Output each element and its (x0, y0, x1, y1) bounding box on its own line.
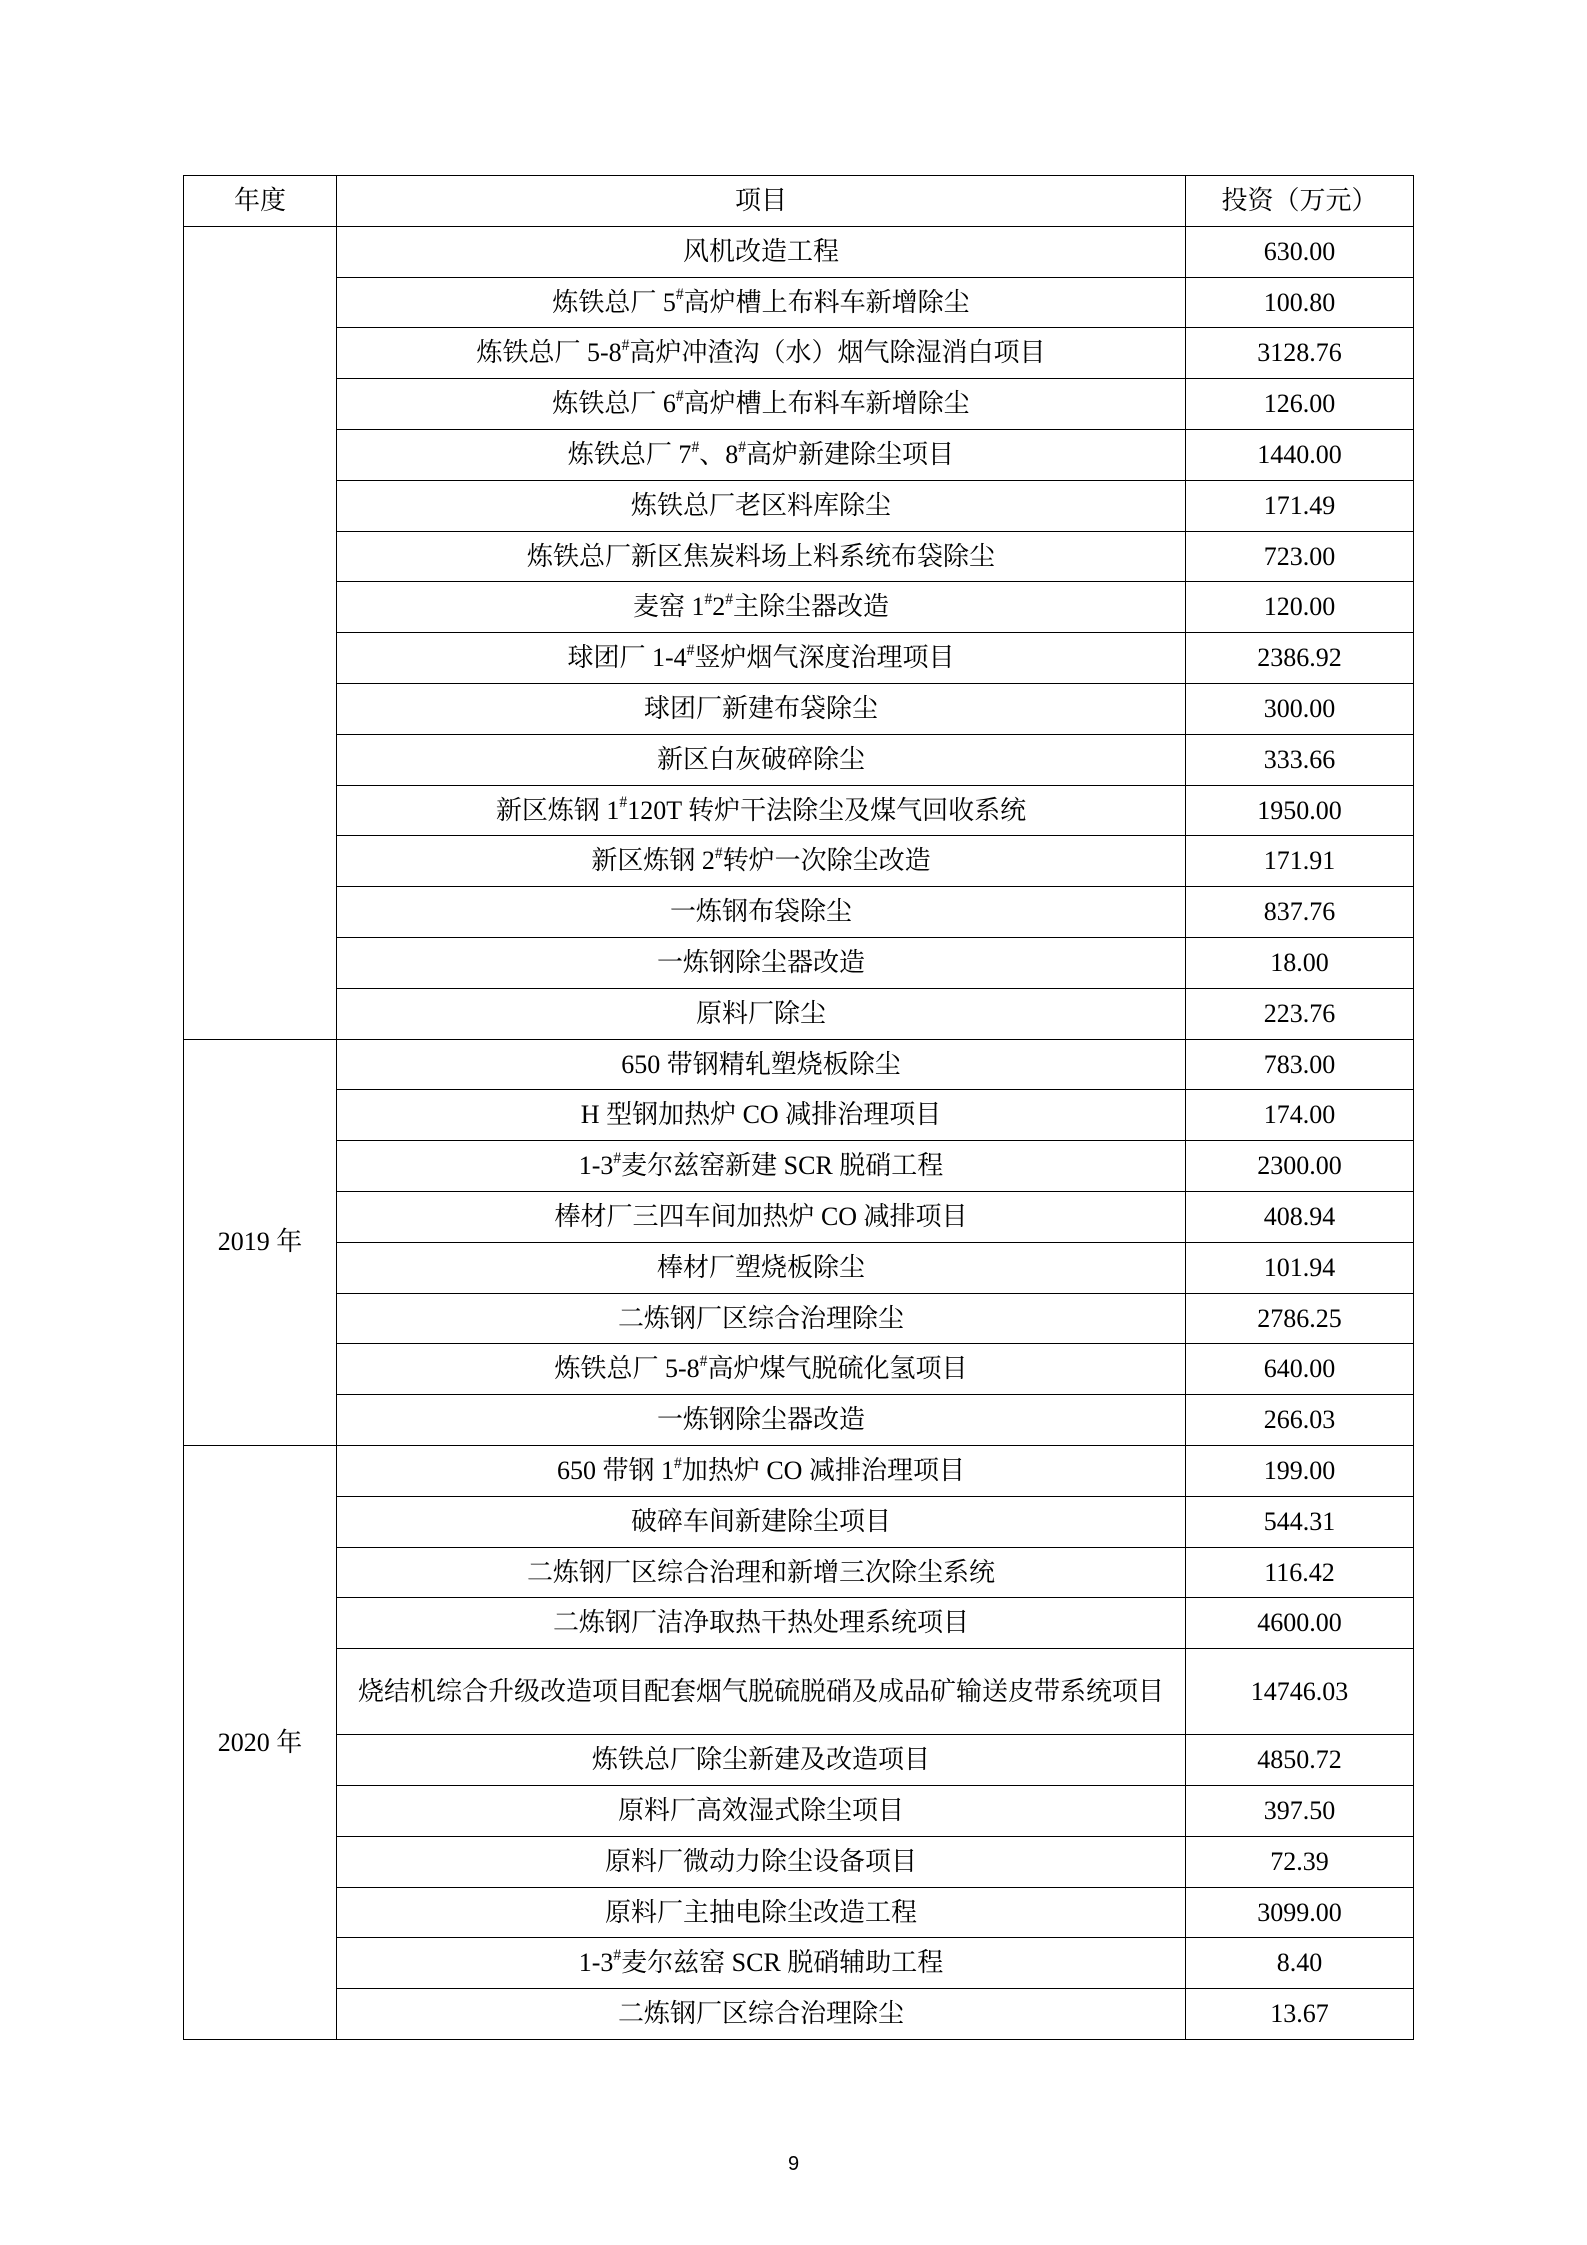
project-cell: 二炼钢厂区综合治理和新增三次除尘系统 (337, 1547, 1186, 1598)
investment-cell: 101.94 (1186, 1242, 1414, 1293)
table-row (184, 379, 1414, 430)
investment-cell: 171.91 (1186, 836, 1414, 887)
investment-cell: 2300.00 (1186, 1141, 1414, 1192)
investment-cell: 223.76 (1186, 988, 1414, 1039)
investment-cell: 174.00 (1186, 1090, 1414, 1141)
investment-cell: 2386.92 (1186, 633, 1414, 684)
table-row (184, 988, 1414, 1039)
table-row (184, 531, 1414, 582)
table-row (184, 480, 1414, 531)
project-cell: 棒材厂三四车间加热炉 CO 减排项目 (337, 1191, 1186, 1242)
table-row (184, 836, 1414, 887)
year-cell: 2020 年 (184, 1445, 337, 2039)
project-cell: 650 带钢 1#加热炉 CO 减排治理项目 (337, 1445, 1186, 1496)
project-cell: 烧结机综合升级改造项目配套烟气脱硫脱硝及成品矿输送皮带系统项目 (337, 1649, 1186, 1735)
project-cell: 新区炼钢 2#转炉一次除尘改造 (337, 836, 1186, 887)
table-row (184, 1141, 1414, 1192)
project-cell: 原料厂高效湿式除尘项目 (337, 1785, 1186, 1836)
table-row (184, 937, 1414, 988)
investment-cell: 3099.00 (1186, 1887, 1414, 1938)
project-cell: 新区白灰破碎除尘 (337, 734, 1186, 785)
investment-table (183, 175, 1414, 2040)
table-row (184, 1938, 1414, 1989)
project-cell: 1-3#麦尔兹窑 SCR 脱硝辅助工程 (337, 1938, 1186, 1989)
investment-cell: 14746.03 (1186, 1649, 1414, 1735)
table-row (184, 1445, 1414, 1496)
table-row (184, 226, 1414, 277)
table-row (184, 1785, 1414, 1836)
table-row (184, 1293, 1414, 1344)
investment-cell: 408.94 (1186, 1191, 1414, 1242)
investment-cell: 13.67 (1186, 1989, 1414, 2040)
project-cell: 新区炼钢 1#120T 转炉干法除尘及煤气回收系统 (337, 785, 1186, 836)
table-row (184, 633, 1414, 684)
project-cell: 炼铁总厂 5-8#高炉冲渣沟（水）烟气除湿消白项目 (337, 328, 1186, 379)
table-row (184, 1191, 1414, 1242)
investment-cell: 72.39 (1186, 1836, 1414, 1887)
project-cell: 一炼钢布袋除尘 (337, 887, 1186, 938)
project-cell: H 型钢加热炉 CO 减排治理项目 (337, 1090, 1186, 1141)
project-cell: 二炼钢厂洁净取热干热处理系统项目 (337, 1598, 1186, 1649)
table-row (184, 1836, 1414, 1887)
table-row (184, 1989, 1414, 2040)
project-cell: 球团厂新建布袋除尘 (337, 683, 1186, 734)
investment-cell: 397.50 (1186, 1785, 1414, 1836)
project-cell: 一炼钢除尘器改造 (337, 937, 1186, 988)
investment-cell: 4850.72 (1186, 1735, 1414, 1786)
investment-cell: 3128.76 (1186, 328, 1414, 379)
project-cell: 二炼钢厂区综合治理除尘 (337, 1293, 1186, 1344)
table-row (184, 887, 1414, 938)
project-cell: 1-3#麦尔兹窑新建 SCR 脱硝工程 (337, 1141, 1186, 1192)
table-row (184, 1735, 1414, 1786)
investment-cell: 544.31 (1186, 1496, 1414, 1547)
header-project: 项目 (337, 176, 1186, 227)
investment-cell: 266.03 (1186, 1395, 1414, 1446)
header-year: 年度 (184, 176, 337, 227)
investment-cell: 120.00 (1186, 582, 1414, 633)
year-cell (184, 226, 337, 1039)
table-body (184, 226, 1414, 2039)
project-cell: 风机改造工程 (337, 226, 1186, 277)
table-row (184, 1598, 1414, 1649)
project-cell: 炼铁总厂 7#、8#高炉新建除尘项目 (337, 429, 1186, 480)
table-row (184, 1242, 1414, 1293)
table-header-row (184, 176, 1414, 227)
table-row (184, 1395, 1414, 1446)
project-cell: 炼铁总厂老区料库除尘 (337, 480, 1186, 531)
project-cell: 原料厂微动力除尘设备项目 (337, 1836, 1186, 1887)
project-cell: 原料厂主抽电除尘改造工程 (337, 1887, 1186, 1938)
project-cell: 炼铁总厂 6#高炉槽上布料车新增除尘 (337, 379, 1186, 430)
project-cell: 棒材厂塑烧板除尘 (337, 1242, 1186, 1293)
investment-cell: 116.42 (1186, 1547, 1414, 1598)
table-row (184, 785, 1414, 836)
table-row (184, 1547, 1414, 1598)
table-row (184, 1090, 1414, 1141)
investment-cell: 1950.00 (1186, 785, 1414, 836)
investment-cell: 783.00 (1186, 1039, 1414, 1090)
project-cell: 二炼钢厂区综合治理除尘 (337, 1989, 1186, 2040)
investment-cell: 300.00 (1186, 683, 1414, 734)
table-row (184, 683, 1414, 734)
investment-cell: 171.49 (1186, 480, 1414, 531)
investment-cell: 333.66 (1186, 734, 1414, 785)
project-cell: 炼铁总厂 5-8#高炉煤气脱硫化氢项目 (337, 1344, 1186, 1395)
year-cell: 2019 年 (184, 1039, 337, 1445)
table-row (184, 1649, 1414, 1735)
investment-cell: 640.00 (1186, 1344, 1414, 1395)
project-cell: 原料厂除尘 (337, 988, 1186, 1039)
table-row (184, 429, 1414, 480)
project-cell: 麦窑 1#2#主除尘器改造 (337, 582, 1186, 633)
project-cell: 炼铁总厂新区焦炭料场上料系统布袋除尘 (337, 531, 1186, 582)
project-cell: 炼铁总厂除尘新建及改造项目 (337, 1735, 1186, 1786)
investment-cell: 199.00 (1186, 1445, 1414, 1496)
investment-cell: 723.00 (1186, 531, 1414, 582)
table-row (184, 582, 1414, 633)
project-cell: 一炼钢除尘器改造 (337, 1395, 1186, 1446)
investment-cell: 1440.00 (1186, 429, 1414, 480)
table-row (184, 328, 1414, 379)
investment-cell: 18.00 (1186, 937, 1414, 988)
investment-cell: 2786.25 (1186, 1293, 1414, 1344)
header-investment: 投资（万元） (1186, 176, 1414, 227)
page-number: 9 (787, 2153, 800, 2175)
investment-cell: 630.00 (1186, 226, 1414, 277)
table-row (184, 734, 1414, 785)
table-row (184, 1496, 1414, 1547)
project-cell: 球团厂 1-4#竖炉烟气深度治理项目 (337, 633, 1186, 684)
investment-cell: 837.76 (1186, 887, 1414, 938)
table-row (184, 277, 1414, 328)
project-cell: 650 带钢精轧塑烧板除尘 (337, 1039, 1186, 1090)
investment-cell: 100.80 (1186, 277, 1414, 328)
table-row (184, 1039, 1414, 1090)
table-row (184, 1887, 1414, 1938)
project-cell: 破碎车间新建除尘项目 (337, 1496, 1186, 1547)
investment-cell: 4600.00 (1186, 1598, 1414, 1649)
investment-cell: 8.40 (1186, 1938, 1414, 1989)
investment-cell: 126.00 (1186, 379, 1414, 430)
project-cell: 炼铁总厂 5#高炉槽上布料车新增除尘 (337, 277, 1186, 328)
table-row (184, 1344, 1414, 1395)
